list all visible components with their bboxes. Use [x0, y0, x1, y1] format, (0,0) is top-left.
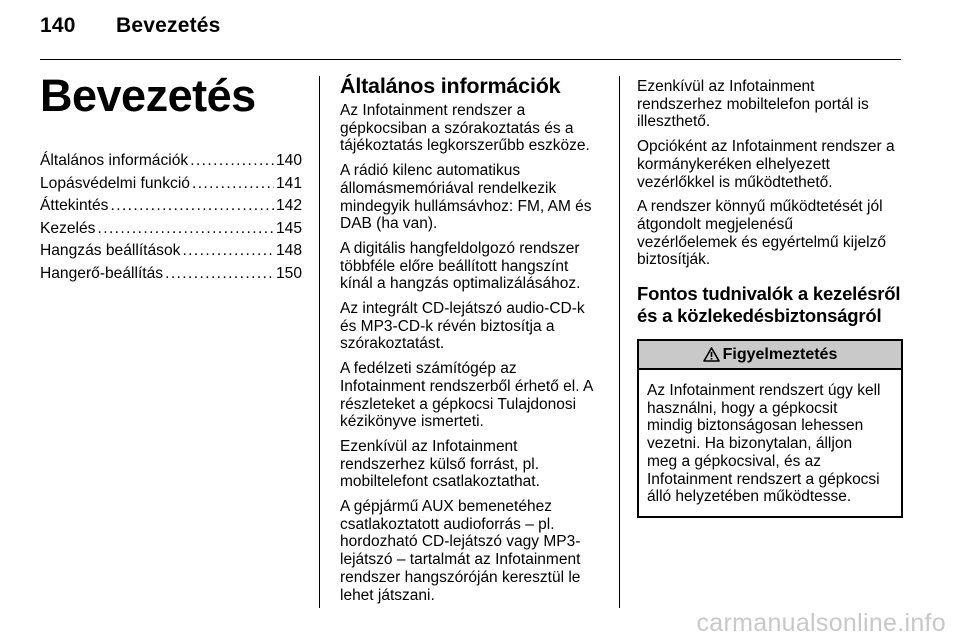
section-heading: Általános információk	[340, 74, 561, 98]
paragraph: Opcióként az Infotainment rendszer a kormánykeréken elhelyezett vezérlőkkel is működtethető.	[637, 138, 895, 191]
running-header	[40, 14, 221, 38]
warning-title: Figyelmeztetés	[722, 345, 838, 363]
column-divider	[319, 76, 320, 608]
toc-entry-general-info[interactable]	[40, 150, 302, 173]
toc-entry-page: 141	[275, 174, 302, 192]
toc-entry-page: 148	[275, 242, 302, 260]
toc-entry-page: 150	[275, 264, 302, 282]
chapter-title: Bevezetés	[40, 70, 256, 121]
toc-entry-operation[interactable]	[40, 218, 302, 241]
general-info-column	[340, 74, 608, 611]
header-rule	[40, 59, 901, 60]
table-of-contents	[40, 150, 302, 286]
toc-entry-label: Hangerő-beállítás	[40, 264, 164, 282]
toc-entry-volume-settings[interactable]	[40, 263, 302, 286]
toc-entry-label: Kezelés	[40, 219, 96, 237]
toc-entry-page: 145	[275, 219, 302, 237]
section-heading: Fontos tudnivalók a kezelésről és a közlekedésbiztonságról	[637, 283, 901, 327]
paragraph: A digitális hangfeldolgozó rendszer többféle előre beállított hangszínt kínál a hangzás optimalizálásához.	[340, 239, 581, 293]
warning-header	[639, 341, 901, 370]
right-column	[637, 78, 905, 518]
toc-entry-anti-theft[interactable]	[40, 173, 302, 196]
paragraph: A rádió kilenc automatikus állomásmemóriával rendelkezik mindegyik hullámsávhoz: FM, AM és DAB (ha van).	[340, 162, 592, 233]
paragraph: Az integrált CD-lejátszó audio-CD-k és MP3-CD-k révén biztosítja a szórakoztatást.	[340, 300, 585, 353]
toc-entry-page: 140	[275, 152, 302, 169]
watermark: carmanualsonline.info	[696, 609, 946, 637]
column-divider	[619, 76, 620, 608]
toc-entry-overview[interactable]	[40, 195, 302, 218]
toc-entry-sound-settings[interactable]	[40, 240, 302, 263]
paragraph: A gépjármű AUX bemenetéhez csatlakoztatott audioforrás – pl. hordozható CD-lejátszó vagy MP3- lejátszó – tartalmát az Infotainment rendszer hangszóróján keresztül le lehet játszani.	[340, 498, 581, 604]
paragraph: A rendszer könnyű működtetését jól átgondolt megjelenésű vezérlőelemek és egyértelmű kijelző biztosítják.	[637, 198, 886, 269]
header-section-title: Bevezetés	[116, 14, 221, 37]
page-number: 140	[40, 14, 76, 37]
toc-entry-label: Hangzás beállítások	[40, 242, 181, 260]
paragraph: Az Infotainment rendszer a gépkocsiban a szórakoztatás és a tájékoztatás legkorszerűbb eszköze.	[340, 102, 590, 155]
toc-leader-dots	[110, 195, 273, 218]
toc-entry-label: Általános információk	[40, 152, 189, 169]
toc-leader-dots	[190, 150, 274, 173]
paragraph: Ezenkívül az Infotainment rendszerhez mobiltelefon portál is illeszthető.	[637, 78, 869, 131]
toc-leader-dots	[182, 240, 274, 263]
toc-entry-label: Lopásvédelmi funkció	[40, 174, 190, 192]
toc-entry-label: Áttekintés	[40, 197, 109, 215]
toc-leader-dots	[97, 218, 273, 241]
toc-leader-dots	[165, 263, 274, 286]
warning-box	[637, 339, 903, 518]
warning-text: Az Infotainment rendszert úgy kell használni, hogy a gépkocsit mindig biztonságosan lehessen vezetni. Ha bizonytalan, álljon meg a gépkocsival, és az Infotainment rendszert a gépkocsi álló helyzetében működtesse.	[647, 382, 881, 506]
paragraph: A fedélzeti számítógép az Infotainment rendszerből érhető el. A részleteket a gépkocsi Tulajdonosi kézikönyve ismerteti.	[340, 360, 594, 431]
toc-leader-dots	[192, 173, 274, 196]
paragraph: Ezenkívül az Infotainment rendszerhez külső forrást, pl. mobiltelefont csatlakoztathat.	[340, 437, 540, 491]
toc-entry-page: 142	[275, 197, 302, 215]
warning-triangle-icon	[703, 347, 720, 362]
